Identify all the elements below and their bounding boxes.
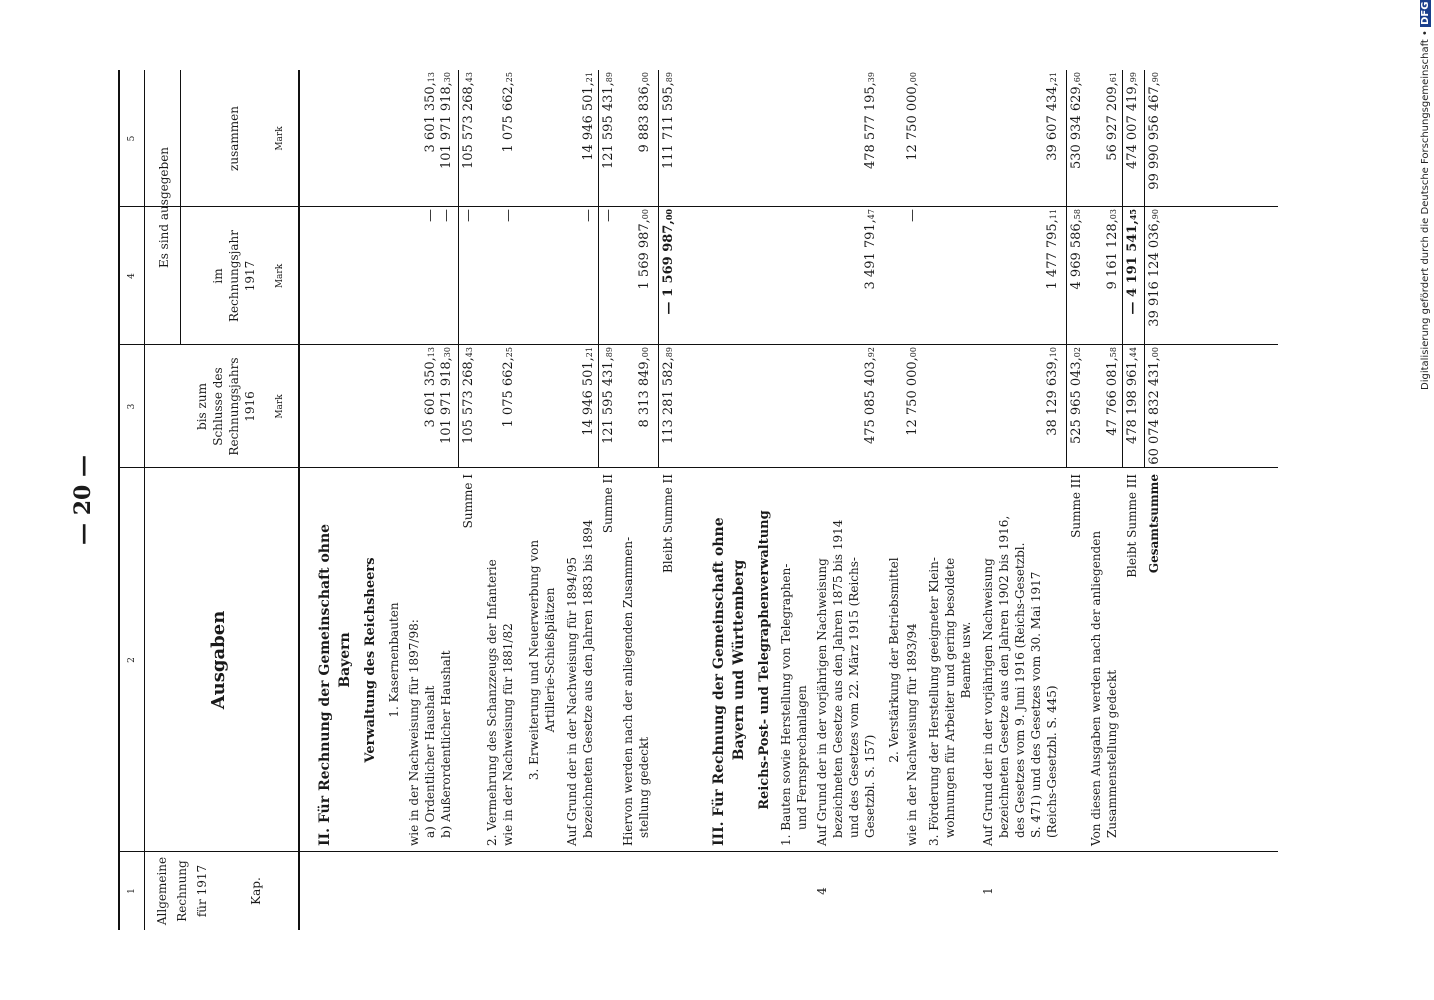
- value-amount: 4 969 586,: [1069, 219, 1084, 290]
- col1-header-line2: Rechnung: [175, 860, 189, 922]
- value-amount: 38 129 639,: [1045, 357, 1060, 436]
- value-s1-c5: [462, 72, 475, 207]
- section2-item1-sub: wie in der Nachweisung für 1897/98:: [407, 619, 421, 846]
- value-amount: 1 477 795,: [1045, 219, 1060, 290]
- value-pfennig: 90: [1151, 209, 1160, 220]
- value-pfennig: 47: [867, 209, 876, 220]
- value-amount: 3 491 791,: [863, 219, 878, 290]
- value-pfennig: 30: [443, 72, 452, 83]
- value-d3-c3: [1106, 347, 1119, 468]
- value-pfennig: 45: [1128, 209, 1138, 221]
- value-amount: 12 750 000,: [905, 82, 920, 161]
- col3-header-line3: Rechnungsjahrs: [227, 357, 241, 456]
- value-pfennig: 10: [1049, 347, 1058, 358]
- value-d3-c5: [1106, 72, 1119, 207]
- section3-title-cont: Bayern und Württemberg: [731, 559, 747, 761]
- col4-header-line3: 1917: [243, 260, 257, 292]
- value-p1-c3: [864, 347, 877, 468]
- section2-item2-sub: wie in der Nachweisung für 1881/82: [501, 623, 515, 846]
- value-amount: 9 883 836,: [637, 82, 652, 153]
- value-amount: 105 573 268,: [461, 357, 476, 445]
- value-pfennig: 00: [664, 209, 674, 221]
- value-amount: —: [601, 209, 616, 222]
- section2-item3: 3. Erweiterung und Neuerwerbung von: [527, 539, 541, 781]
- value-pfennig: 11: [1049, 209, 1058, 220]
- value-b3-c5: [1126, 72, 1139, 207]
- col-number-3: 3: [127, 403, 137, 410]
- value-amount: 111 711 595,: [661, 82, 676, 170]
- value-s2-c4: [602, 209, 615, 345]
- sum-rule-2: [598, 70, 599, 468]
- value-amount: 525 965 043,: [1069, 357, 1084, 445]
- value-pfennig: 58: [1073, 209, 1082, 220]
- value-amount: 105 573 268,: [461, 82, 476, 170]
- section2-summe2: Summe II: [601, 474, 615, 534]
- value-b2-c5: [662, 72, 675, 207]
- value-amount: 478 198 961,: [1125, 357, 1140, 445]
- section2-item1-a: a) Ordentlicher Haushalt: [423, 685, 437, 838]
- value-a-c3: [424, 347, 437, 468]
- section2-title: II. Für Rechnung der Gemeinschaft ohne: [317, 523, 333, 846]
- value-a-c5: [424, 72, 437, 207]
- value-amount: 101 971 918,: [439, 357, 454, 445]
- value-pfennig: 00: [641, 209, 650, 220]
- value-b-c5: [440, 72, 453, 207]
- value-p2-c4: [906, 209, 919, 345]
- rule-header-bottom: [298, 70, 300, 930]
- col1-header-line1: Allgemeine: [155, 856, 169, 926]
- value-i2-c5: [502, 72, 515, 207]
- section2-item3-text2: bezeichneten Gesetze aus den Jahren 1883 bis 1894: [581, 519, 595, 838]
- value-amount: —: [581, 209, 596, 222]
- value-amount: —: [501, 209, 516, 222]
- value-s3-c4: [1070, 209, 1083, 345]
- section2-title-cont: Bayern: [337, 632, 353, 688]
- value-amount: 1 075 662,: [501, 357, 516, 428]
- value-amount: — 1 569 987,: [661, 220, 676, 315]
- col3-unit: Mark: [275, 394, 285, 419]
- value-h2-c5: [638, 72, 651, 207]
- value-pfennig: 03: [1109, 209, 1118, 220]
- value-d3-c4: [1106, 209, 1119, 345]
- value-g-c5: [1148, 72, 1161, 207]
- value-pfennig: 21: [1049, 72, 1058, 83]
- col5-unit: Mark: [275, 126, 285, 151]
- col-sep-1: [118, 851, 1278, 852]
- value-h2-c4: [638, 209, 651, 345]
- value-pfennig: 00: [641, 72, 650, 83]
- kap-number-4: 4: [815, 887, 829, 895]
- value-amount: 99 990 956 467,: [1147, 82, 1162, 190]
- section3-item3-text1: Auf Grund der in der vorjährigen Nachweisung: [981, 558, 995, 846]
- value-s3-c3: [1070, 347, 1083, 468]
- value-p2-c5: [906, 72, 919, 207]
- value-p3-c3: [1046, 347, 1059, 468]
- value-amount: 56 927 209,: [1105, 82, 1120, 161]
- value-h2-c3: [638, 347, 651, 468]
- credit-text: Digitalisierung gefördert durch die Deutsche Forschungsgemeinschaft •: [1420, 30, 1431, 390]
- value-s1-c3: [462, 347, 475, 468]
- value-pfennig: 02: [1073, 347, 1082, 358]
- section3-summe: Summe III: [1069, 474, 1083, 538]
- col4-unit: Mark: [275, 263, 285, 289]
- value-amount: —: [423, 209, 438, 222]
- section2-bleibt: Bleibt Summe II: [661, 474, 675, 574]
- value-s1-c4: [462, 209, 475, 345]
- col-number-5: 5: [127, 135, 137, 142]
- sum-rule-3: [658, 70, 659, 468]
- col-number-1: 1: [127, 888, 137, 894]
- value-b2-c4: [662, 209, 675, 345]
- value-amount: 478 577 195,: [863, 82, 878, 170]
- value-pfennig: 13: [427, 347, 436, 358]
- value-amount: 121 595 431,: [601, 357, 616, 445]
- value-b-c4: [440, 209, 453, 345]
- section3-von: Von diesen Ausgaben werden nach der anliegenden: [1089, 530, 1103, 846]
- value-p3-c4: [1046, 209, 1059, 345]
- section3-item1-text4: Gesetzbl. S. 157): [863, 734, 877, 838]
- sum-rule-5: [1122, 70, 1123, 468]
- section3-subtitle: Reichs-Post- und Telegraphenverwaltung: [757, 510, 772, 810]
- value-amount: 47 766 081,: [1105, 357, 1120, 436]
- col-number-4: 4: [127, 273, 137, 279]
- rule-header: [144, 70, 145, 930]
- section3-item3-cont2: Beamte usw.: [959, 621, 973, 699]
- col3-header-line4: 1916: [243, 391, 257, 422]
- value-p1-c4: [864, 209, 877, 345]
- section2-summe1: Summe I: [461, 474, 475, 529]
- sum-rule-4: [1066, 70, 1067, 468]
- section2-subtitle: Verwaltung des Reichsheers: [363, 557, 378, 763]
- value-b2-c3: [662, 347, 675, 468]
- value-p1-c5: [864, 72, 877, 207]
- col2-header: Ausgaben: [208, 610, 229, 710]
- value-amount: —: [439, 209, 454, 222]
- section2-item3-text1: Auf Grund der in der Nachweisung für 1894/95: [565, 557, 579, 846]
- section2-item2: 2. Vermehrung des Schanzzeugs der Infanterie: [485, 559, 499, 846]
- section3-item1: 1. Bauten sowie Herstellung von Telegraphen-: [779, 563, 793, 846]
- section3-item2: 2. Verstärkung der Betriebsmittel: [887, 557, 901, 763]
- col4-header-line1: im: [211, 268, 225, 284]
- col4-header-line2: Rechnungsjahr: [227, 230, 241, 322]
- value-s2-c5: [602, 72, 615, 207]
- col3-header-line1: bis zum: [195, 383, 209, 430]
- section3-item3-text4: S. 471) und des Gesetzes vom 30. Mai 1917: [1029, 571, 1043, 838]
- value-b-c3: [440, 347, 453, 468]
- section3-item3-text2: bezeichneten Gesetze aus den Jahren 1902 bis 1916,: [997, 515, 1011, 838]
- section3-item1-text2: bezeichneten Gesetze aus den Jahren 1875 bis 1914: [831, 519, 845, 838]
- value-amount: 14 946 501,: [581, 357, 596, 436]
- value-amount: — 4 191 541,: [1125, 220, 1140, 315]
- value-pfennig: 39: [867, 72, 876, 83]
- value-pfennig: 21: [585, 72, 594, 83]
- value-amount: 475 085 403,: [863, 357, 878, 445]
- col5-header: zusammen: [227, 106, 241, 171]
- section3-von-cont: Zusammenstellung gedeckt: [1105, 669, 1119, 838]
- section3-item3-cont1: wohnungen für Arbeiter und gering besoldete: [943, 557, 957, 838]
- value-amount: 3 601 350,: [423, 82, 438, 153]
- value-pfennig: 61: [1109, 72, 1118, 83]
- col1-header-line3: für 1917: [195, 864, 209, 918]
- value-amount: 1 075 662,: [501, 82, 516, 153]
- value-pfennig: 00: [909, 347, 918, 358]
- value-pfennig: 43: [465, 72, 474, 83]
- page-number: — 20 —: [70, 455, 96, 545]
- value-amount: 113 281 582,: [661, 357, 676, 445]
- value-pfennig: 13: [427, 72, 436, 83]
- section3-bleibt: Bleibt Summe III: [1125, 474, 1139, 578]
- value-amount: 474 007 419,: [1125, 82, 1140, 170]
- value-pfennig: 89: [605, 72, 614, 83]
- kap-number-1: 1: [981, 887, 995, 895]
- value-pfennig: 43: [465, 347, 474, 358]
- value-i3-c3: [582, 347, 595, 468]
- value-pfennig: 89: [605, 347, 614, 358]
- section3-item1-cont: und Fernsprechanlagen: [795, 685, 809, 830]
- value-amount: —: [461, 209, 476, 222]
- grand-total-label: Gesamtsumme: [1147, 474, 1161, 574]
- value-amount: 101 971 918,: [439, 82, 454, 170]
- value-pfennig: 00: [1151, 347, 1160, 358]
- rule-top: [118, 70, 120, 930]
- value-amount: 12 750 000,: [905, 357, 920, 436]
- section3-item3: 3. Förderung der Herstellung geeigneter Klein-: [927, 557, 941, 846]
- value-pfennig: 89: [665, 347, 674, 358]
- section3-title: III. Für Rechnung der Gemeinschaft ohne: [711, 517, 727, 846]
- value-s3-c5: [1070, 72, 1083, 207]
- value-pfennig: 89: [665, 72, 674, 83]
- value-amount: 60 074 832 431,: [1147, 357, 1162, 465]
- section3-item2-sub: wie in der Nachweisung für 1893/94: [905, 623, 919, 846]
- section3-item1-text3: und des Gesetzes vom 22. März 1915 (Reichs-: [847, 557, 861, 838]
- group-rule: [180, 70, 181, 345]
- value-pfennig: 60: [1073, 72, 1082, 83]
- value-amount: 14 946 501,: [581, 82, 596, 161]
- section2-hiervon: Hiervon werden nach der anliegenden Zusammen-: [621, 536, 635, 846]
- value-pfennig: 44: [1129, 347, 1138, 358]
- value-amount: 39 607 434,: [1045, 82, 1060, 161]
- value-amount: 39 916 124 036,: [1147, 219, 1162, 327]
- value-g-c3: [1148, 347, 1161, 468]
- section2-item3-cont: Artillerie-Schießplätzen: [543, 587, 557, 733]
- value-amount: 3 601 350,: [423, 357, 438, 428]
- col-sep-3: [118, 344, 1278, 345]
- value-pfennig: 99: [1129, 72, 1138, 83]
- value-i2-c4: [502, 209, 515, 345]
- value-a-c4: [424, 209, 437, 345]
- col-sep-4: [118, 206, 1278, 207]
- sum-rule-1: [458, 70, 459, 468]
- col-number-2: 2: [127, 657, 137, 663]
- value-i2-c3: [502, 347, 515, 468]
- section2-item1: 1. Kasernenbauten: [387, 602, 401, 718]
- sum-rule-6: [1144, 70, 1145, 468]
- value-g-c4: [1148, 209, 1161, 345]
- value-pfennig: 25: [505, 72, 514, 83]
- value-pfennig: 00: [641, 347, 650, 358]
- section3-item3-text5: (Reichs-Gesetzbl. S. 445): [1045, 685, 1059, 838]
- value-p3-c5: [1046, 72, 1059, 207]
- value-pfennig: 30: [443, 347, 452, 358]
- section2-hiervon-cont: stellung gedeckt: [637, 736, 651, 838]
- value-s2-c3: [602, 347, 615, 468]
- value-b3-c3: [1126, 347, 1139, 468]
- value-b3-c4: [1126, 209, 1139, 345]
- value-pfennig: 21: [585, 347, 594, 358]
- value-amount: 530 934 629,: [1069, 82, 1084, 170]
- value-amount: 121 595 431,: [601, 82, 616, 170]
- value-i3-c5: [582, 72, 595, 207]
- dfg-logo: DFG: [1420, 1, 1431, 25]
- value-amount: —: [905, 209, 920, 222]
- value-p2-c3: [906, 347, 919, 468]
- section2-item1-b: b) Außerordentlicher Haushalt: [439, 650, 453, 838]
- value-amount: 9 161 128,: [1105, 219, 1120, 290]
- col3-header-line2: Schlusse des: [211, 367, 225, 446]
- section3-item3-text3: des Gesetzes vom 9. Juni 1916 (Reichs-Gesetzbl.: [1013, 542, 1027, 838]
- value-pfennig: 25: [505, 347, 514, 358]
- value-amount: 8 313 849,: [637, 357, 652, 428]
- section3-item1-text1: Auf Grund der in der vorjährigen Nachweisung: [815, 558, 829, 846]
- value-pfennig: 90: [1151, 72, 1160, 83]
- value-i3-c4: [582, 209, 595, 345]
- value-pfennig: 00: [909, 72, 918, 83]
- col-sep-2: [118, 467, 1278, 468]
- value-pfennig: 92: [867, 347, 876, 358]
- col1-header-kap: Kap.: [249, 877, 263, 905]
- group-header: Es sind ausgegeben: [157, 146, 171, 269]
- value-pfennig: 58: [1109, 347, 1118, 358]
- value-amount: 1 569 987,: [637, 219, 652, 290]
